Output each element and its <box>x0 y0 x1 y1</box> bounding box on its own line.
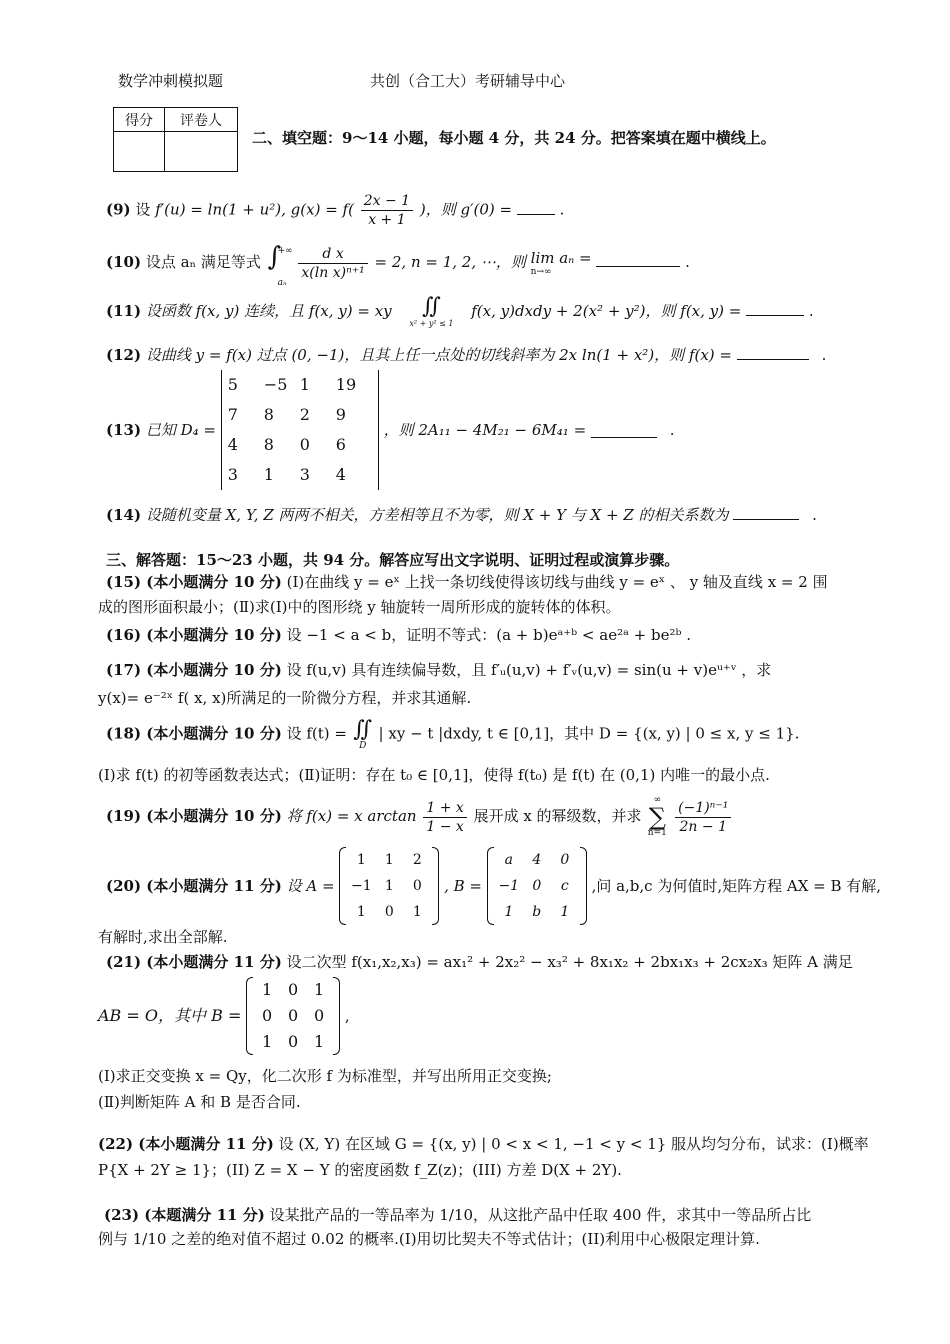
q10-numerator: d x <box>298 245 367 264</box>
matrix-cell: 5 <box>227 375 238 394</box>
q9-expr2: )，则 g′(0) = <box>419 200 513 219</box>
matrix-cell: 1 <box>560 904 570 920</box>
q10-pre: 设点 aₙ 满足等式 <box>145 253 261 271</box>
q20-pre: 设 A = <box>286 877 335 895</box>
matrix-row <box>254 1029 332 1055</box>
q17-line2: y(x)= e⁻²ˣ f( x, x)所满足的一阶微分方程，并求其通解. <box>98 689 472 707</box>
q10-denominator: x(ln x)ⁿ⁺¹ <box>301 264 365 281</box>
q22-line2: P{X + 2Y ≥ 1}；(II) Z = X − Y 的密度函数 f_Z(z)；(III) 方差 D(X + 2Y). <box>98 1161 622 1179</box>
q19-sum <box>646 796 668 838</box>
sum-sign: ∑ <box>648 803 666 831</box>
q20-post: ,问 a,b,c 为何值时,矩阵方程 AX = B 有解, <box>591 877 882 895</box>
matrix-cell: 1 <box>504 904 514 920</box>
q9-numerator: 2x − 1 <box>361 192 413 211</box>
question-17 <box>106 660 771 680</box>
q22-head: (22) (本小题满分 11 分) <box>98 1135 274 1153</box>
matrix-row <box>495 899 579 925</box>
matrix-cell: 9 <box>335 405 346 424</box>
q10-lim-sub: n→∞ <box>530 267 552 277</box>
double-integral-sign: ∬ <box>422 294 441 319</box>
matrix-cell: c <box>560 878 569 894</box>
integral-lower: aₙ <box>277 278 287 288</box>
q22-line1: 设 (X, Y) 在区域 G = {(x, y) | 0 < x < 1, −1 < y < 1} 服从均匀分布，试求：(I)概率 <box>278 1135 869 1153</box>
q10-integral <box>266 242 293 288</box>
q16-text: 设 −1 < a < b，证明不等式：(a + b)eᵃ⁺ᵇ < ae²ᵃ + be²ᵇ . <box>286 626 692 644</box>
q14-end: . <box>812 506 817 524</box>
integral-upper: +∞ <box>277 246 293 256</box>
double-integral-sign: ∬ <box>353 717 373 742</box>
q10-number: (10) <box>106 253 142 271</box>
q18-line2: (Ⅰ)求 f(t) 的初等函数表达式；(Ⅱ)证明：存在 t₀ ∈ [0,1]，使得 f(t₀) 是 f(t) 在 (0,1) 内唯一的最小点. <box>98 766 770 784</box>
matrix-row <box>347 873 431 899</box>
q9-pre: 设 <box>135 200 151 219</box>
matrix-row <box>228 460 372 490</box>
q18-integral <box>352 718 374 751</box>
q15-line2: 成的图形面积最小；(Ⅱ)求(I)中的图形绕 y 轴旋转一周所形成的旋转体的体积。 <box>98 598 621 616</box>
q9-expr1: f′(u) = ln(1 + u²), g(x) = f( <box>155 200 354 219</box>
matrix-B-21 <box>246 977 340 1055</box>
q19-t1: 将 f(x) = x arctan <box>286 807 417 825</box>
question-21 <box>106 952 853 972</box>
matrix-row <box>228 400 372 430</box>
matrix-cell: 2 <box>299 405 310 424</box>
q19-denominator: 1 − x <box>426 818 464 835</box>
q10-lim-text: lim aₙ = <box>530 249 592 267</box>
grader-label: 评卷人 <box>165 108 238 132</box>
q13-pre: 已知 D₄ = <box>145 421 217 439</box>
matrix-cell: 0 <box>262 1006 273 1025</box>
matrix-cell: −1 <box>498 878 520 894</box>
q18-line1a: 设 f(t) = <box>286 724 347 743</box>
q19-numerator: 1 + x <box>423 799 466 818</box>
q11-region: x² + y² ≤ 1 <box>409 319 454 328</box>
matrix-cell: 1 <box>384 852 394 868</box>
q15-head: (15) (本小题满分 10 分) <box>106 573 282 591</box>
matrix-cell: 3 <box>299 465 310 484</box>
q14-answer-blank[interactable] <box>733 505 799 520</box>
matrix-cell: −5 <box>263 375 288 394</box>
question-11 <box>106 295 814 329</box>
q12-text: 设曲线 y = f(x) 过点 (0, −1)，且其上任一点处的切线斜率为 2x ln(1 + x²)，则 f(x) = <box>145 346 732 364</box>
q21-post: , <box>344 1007 350 1025</box>
question-14 <box>106 505 817 525</box>
q21-line1: 设二次型 f(x₁,x₂,x₃) = ax₁² + 2x₂² − x₃² + 8x₁x₂ + 2bx₁x₃ + 2cx₂x₃ 矩阵 A 满足 <box>286 953 853 971</box>
q9-denominator: x + 1 <box>368 212 406 228</box>
question-20 <box>106 847 881 925</box>
q11-text1: 设函数 f(x, y) 连续，且 f(x, y) = xy <box>145 302 392 320</box>
sum-upper: ∞ <box>653 795 662 805</box>
question-12 <box>106 345 826 365</box>
q10-expr: = 2, n = 1, 2, ⋯，则 <box>374 253 526 271</box>
matrix-row <box>495 873 579 899</box>
matrix-cell: 0 <box>288 1032 299 1051</box>
matrix-cell: 3 <box>227 465 238 484</box>
matrix-B <box>487 847 587 925</box>
question-15 <box>106 572 828 592</box>
matrix-cell: 1 <box>384 878 394 894</box>
determinant-matrix <box>221 370 379 490</box>
q21-part2: (Ⅱ)判断矩阵 A 和 B 是否合同. <box>98 1093 301 1111</box>
matrix-cell: 4 <box>227 435 238 454</box>
q11-answer-blank[interactable] <box>746 301 804 316</box>
q21-pre: AB = O，其中 B = <box>98 1006 242 1025</box>
q21-head: (21) (本小题满分 11 分) <box>106 953 282 971</box>
q10-answer-blank[interactable] <box>596 252 680 267</box>
matrix-row <box>254 1003 332 1029</box>
matrix-cell: 1 <box>412 904 422 920</box>
q21-matrix-line <box>98 977 350 1055</box>
q11-integral <box>400 295 462 329</box>
matrix-cell: 7 <box>227 405 238 424</box>
q20-head: (20) (本小题满分 11 分) <box>106 877 282 895</box>
matrix-cell: 1 <box>262 980 273 999</box>
q20-mid: , B = <box>444 877 482 895</box>
matrix-cell: 8 <box>263 435 274 454</box>
section3-title: 三、解答题：15～23 小题，共 94 分。解答应写出文字说明、证明过程或演算步骤。 <box>106 551 680 569</box>
q19-head: (19) (本小题满分 10 分) <box>106 807 282 825</box>
matrix-cell: 0 <box>532 878 542 894</box>
matrix-cell: 0 <box>288 1006 299 1025</box>
q23-head: (23) (本题满分 11 分) <box>104 1206 265 1224</box>
q19-sum-fraction <box>675 799 731 836</box>
q9-fraction <box>361 192 413 229</box>
q11-text2: f(x, y)dxdy + 2(x² + y²)，则 f(x, y) = <box>471 302 742 320</box>
q9-end: . <box>559 200 565 219</box>
matrix-cell: 1 <box>262 1032 273 1051</box>
matrix-cell: 0 <box>288 980 299 999</box>
matrix-cell: 8 <box>263 405 274 424</box>
question-22 <box>98 1134 869 1154</box>
q19-t2: 展开成 x 的幂级数，并求 <box>473 807 642 825</box>
q13-post: ，则 2A₁₁ − 4M₂₁ − 6M₄₁ = <box>383 421 587 439</box>
q14-text: 设随机变量 X, Y, Z 两两不相关，方差相等且不为零，则 X + Y 与 X + Z 的相关系数为 <box>145 506 729 524</box>
question-19 <box>106 796 733 838</box>
matrix-cell: 2 <box>412 852 422 868</box>
matrix-cell: 4 <box>335 465 346 484</box>
question-18 <box>106 718 799 751</box>
matrix-A <box>339 847 439 925</box>
q10-limit <box>531 249 592 277</box>
sum-lower: n=1 <box>647 828 667 838</box>
question-16 <box>106 625 691 645</box>
q12-end: . <box>821 346 827 364</box>
q13-end: . <box>669 421 675 439</box>
question-13 <box>106 370 675 490</box>
matrix-cell: 0 <box>299 435 310 454</box>
q23-line1: 设某批产品的一等品率为 1/10，从这批产品中任取 400 件，求其中一等品所占比 <box>269 1206 812 1224</box>
q13-number: (13) <box>106 421 142 439</box>
matrix-row <box>347 847 431 873</box>
q18-region: D <box>359 741 367 751</box>
score-label: 得分 <box>114 108 165 132</box>
q16-head: (16) (本小题满分 10 分) <box>106 626 282 644</box>
q18-head: (18) (本小题满分 10 分) <box>106 724 282 743</box>
q10-fraction <box>298 245 367 282</box>
matrix-cell: 1 <box>299 375 310 394</box>
q17-line1: 设 f(u,v) 具有连续偏导数，且 f′ᵤ(u,v) + f′ᵥ(u,v) = sin(u + v)eᵘ⁺ᵛ ，求 <box>286 661 772 679</box>
question-23 <box>104 1205 811 1225</box>
matrix-row <box>228 370 372 400</box>
matrix-cell: 6 <box>335 435 346 454</box>
matrix-cell: 1 <box>263 465 274 484</box>
matrix-cell: 0 <box>314 1006 325 1025</box>
matrix-row <box>254 977 332 1003</box>
q10-end: . <box>685 253 690 271</box>
matrix-cell: b <box>532 904 542 920</box>
matrix-row <box>347 899 431 925</box>
q23-line2: 例与 1/10 之差的绝对值不超过 0.02 的概率.(I)用切比契夫不等式估计；(II)利用中心极限定理计算. <box>98 1230 760 1248</box>
q14-number: (14) <box>106 506 142 524</box>
score-cell <box>114 132 165 172</box>
matrix-cell: 1 <box>314 1032 325 1051</box>
q17-head: (17) (本小题满分 10 分) <box>106 661 282 679</box>
q9-answer-blank[interactable] <box>517 200 555 215</box>
header-left: 数学冲刺模拟题 <box>118 72 224 90</box>
q11-end: . <box>808 302 814 320</box>
q20-line2: 有解时,求出全部解. <box>98 928 228 946</box>
q19-sum-denominator: 2n − 1 <box>679 818 727 835</box>
q19-sum-numerator: (−1)ⁿ⁻¹ <box>675 799 731 818</box>
question-10 <box>106 242 690 288</box>
matrix-cell: a <box>504 852 513 868</box>
matrix-cell: 1 <box>356 852 366 868</box>
matrix-cell: 0 <box>560 852 570 868</box>
header-center: 共创（合工大）考研辅导中心 <box>370 72 566 90</box>
grader-cell <box>165 132 238 172</box>
q15-line1: (I)在曲线 y = eˣ 上找一条切线使得该切线与曲线 y = eˣ 、 y 轴及直线 x = 2 围 <box>286 573 828 591</box>
q21-part1: (Ⅰ)求正交变换 x = Qy，化二次形 f 为标准型，并写出所用正交变换; <box>98 1067 552 1085</box>
integral-sign: ∫ <box>267 242 282 272</box>
q18-line1b: | xy − t |dxdy, t ∈ [0,1]，其中 D = {(x, y) | 0 ≤ x, y ≤ 1}. <box>378 724 800 743</box>
matrix-cell: 0 <box>384 904 394 920</box>
score-box <box>113 107 238 172</box>
q9-number: (9) <box>106 200 131 219</box>
matrix-cell: 19 <box>335 375 357 394</box>
matrix-cell: 1 <box>314 980 325 999</box>
q12-answer-blank[interactable] <box>737 345 809 360</box>
question-9 <box>106 192 564 229</box>
matrix-row <box>228 430 372 460</box>
section2-title: 二、填空题：9～14 小题，每小题 4 分，共 24 分。把答案填在题中横线上。 <box>252 129 776 147</box>
matrix-row <box>495 847 579 873</box>
matrix-cell: 0 <box>412 878 422 894</box>
matrix-cell: 4 <box>532 852 542 868</box>
matrix-cell: 1 <box>356 904 366 920</box>
q12-number: (12) <box>106 346 142 364</box>
matrix-cell: −1 <box>350 878 372 894</box>
q13-answer-blank[interactable] <box>591 423 657 438</box>
q19-fraction <box>423 799 466 836</box>
q11-number: (11) <box>106 302 142 320</box>
